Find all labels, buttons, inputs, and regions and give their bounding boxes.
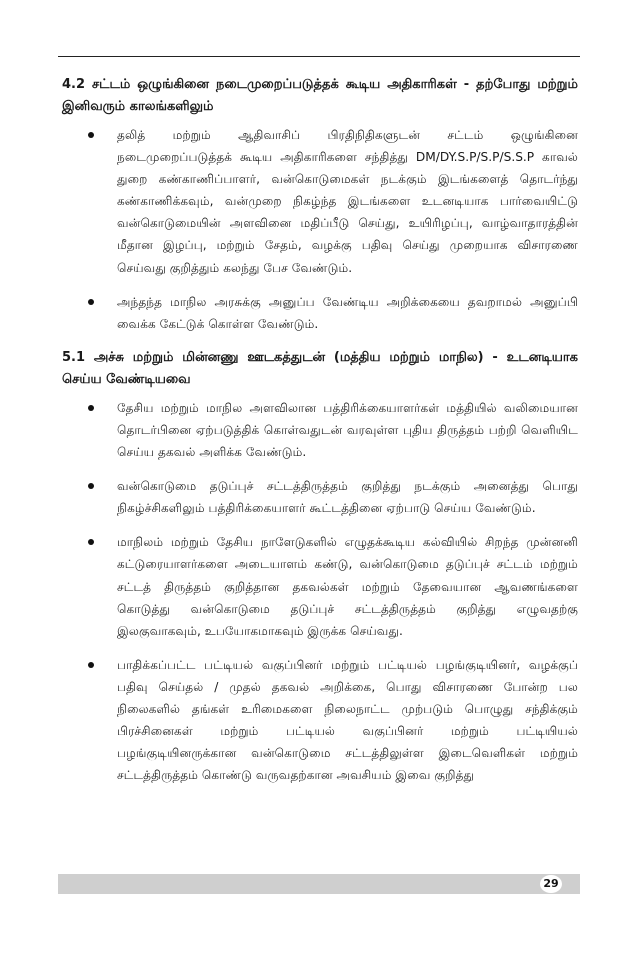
- bullet-icon: [88, 662, 94, 668]
- page-content: [62, 74, 578, 798]
- bullet-text: பாதிக்கப்பட்ட பட்டியல் வகுப்பினர் மற்றும் பட்டியல் பழங்குடியினர், வழக்குப் பதிவு செய்தல் / முதல் தகவல் அறிக்கை, பொது விசாரணை போன்ற பல நிலைகளில் தங்கள் உரிமைகளை நிலைநாட்ட முற்படும் பொழுது சந்திக்கும் பிரச்சினைகள் மற்றும் பட்டியல் வகுப்பினர் மற்றும் பட்டியியல் பழங்குடியினருக்கான வன்கொடுமை சட்டத்திலுள்ள இடைவெளிகள் மற்றும் சட்டத்திருத்தம் கொண்டு வருவதற்கான அவசியம் இவை குறித்து: [117, 657, 578, 783]
- list-item: [62, 654, 578, 787]
- page-number: 29: [540, 875, 562, 893]
- bullet-list-4-2: [62, 124, 578, 335]
- list-item: [62, 291, 578, 335]
- list-item: [62, 475, 578, 519]
- bullet-text: வன்கொடுமை தடுப்புச் சட்டத்திருத்தம் குறித்து நடக்கும் அனைத்து பொது நிகழ்ச்சிகளிலும் பத்திரிக்கையாளர் கூட்டத்தினை ஏற்பாடு செய்ய வேண்டும்.: [117, 479, 578, 516]
- section-heading-5-1: 5.1 அச்சு மற்றும் மின்னணு ஊடகத்துடன் (மத்திய மற்றும் மாநில) - உடனடியாக செய்ய வேண்டியவை: [62, 349, 578, 387]
- bullet-list-5-1: [62, 397, 578, 787]
- bullet-icon: [88, 405, 94, 411]
- bullet-text: தேசிய மற்றும் மாநில அளவிலான பத்திரிக்கையாளர்கள் மத்தியில் வலிமையான தொடர்பினை ஏற்படுத்திக் கொள்வதுடன் வரவுள்ள புதிய திருத்தம் பற்றி வெளியிட செய்ய தகவல் அளிக்க வேண்டும்.: [117, 400, 578, 460]
- section-heading-4-2: 4.2 சட்டம் ஒழுங்கினை நடைமுறைப்படுத்தக் கூடிய அதிகாரிகள் - தற்போது மற்றும் இனிவரும் காலங்களிலும்: [62, 77, 578, 114]
- footer-bar: [58, 874, 580, 894]
- bullet-icon: [88, 132, 94, 138]
- bullet-icon: [88, 483, 94, 489]
- bullet-text: அந்தந்த மாநில அரசுக்கு அனுப்ப வேண்டிய அறிக்கையை தவறாமல் அனுப்பி வைக்க கேட்டுக் கொள்ள வேண்டும்.: [117, 294, 578, 331]
- top-divider: [58, 56, 580, 57]
- bullet-text: மாநிலம் மற்றும் தேசிய நாளேடுகளில் எழுதக்கூடிய கல்வியில் சிறந்த முன்னனி கட்டுரையாளர்களை அடையாளம் கண்டு, வன்கொடுமை தடுப்புச் சட்டம் மற்றும் சட்டத் திருத்தம் குறித்தான தகவல்கள் மற்றும் தேவையான ஆவணங்களை கொடுத்து வன்கொடுமை தடுப்புச் சட்டத்திருத்தம் குறித்து எழுவதற்கு இலகுவாகவும், உபயோகமாகவும் இருக்க செய்வது.: [117, 535, 578, 638]
- bullet-text: தலித் மற்றும் ஆதிவாசிப் பிரதிநிதிகளுடன் சட்டம் ஒழுங்கினை நடைமுறைப்படுத்தக் கூடிய அதிகாரிகளை சந்தித்து DM/DY.S.P/S.P/S.S.P காவல் துறை கண்காணிப்பாளர், வன்கொடுமைகள் நடக்கும் இடங்களைத் தொடர்ந்து கண்காணிக்கவும், வன்முறை நிகழ்ந்த இடங்களை உடனடியாக பார்வையிட்டு வன்கொடுமையின் அளவினை மதிப்பீடு செய்து, உயிரிழப்பு, வாழ்வாதாரத்தின் மீதான இழப்பு, மற்றும் சேதம், வழக்கு பதிவு செய்து முறையாக விசாரணை செய்வது குறித்தும் கலந்து பேச வேண்டும்.: [117, 128, 578, 275]
- list-item: [62, 531, 578, 641]
- list-item: [62, 397, 578, 463]
- bullet-icon: [88, 539, 94, 545]
- bullet-icon: [88, 299, 94, 305]
- list-item: [62, 124, 578, 279]
